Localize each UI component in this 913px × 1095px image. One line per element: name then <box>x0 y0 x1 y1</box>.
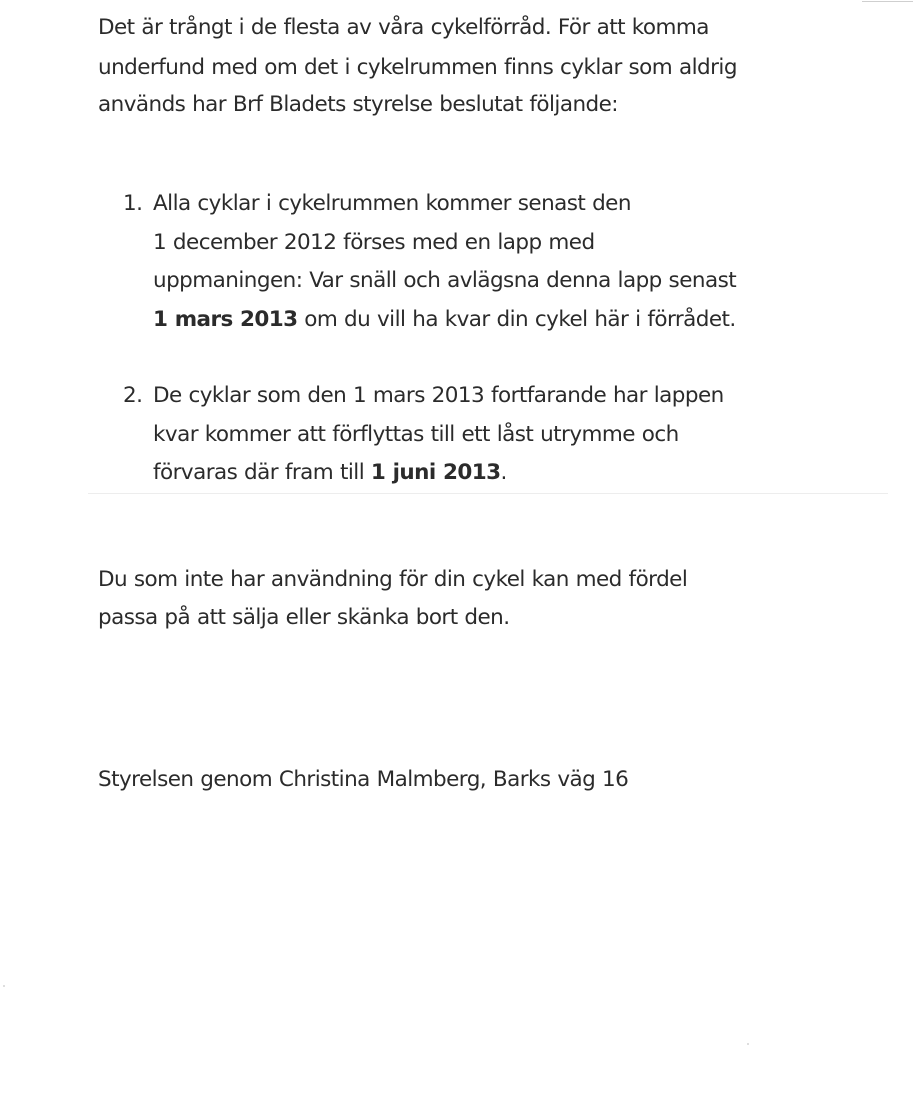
advice-line: passa på att sälja eller skänka bort den. <box>98 605 510 630</box>
intro-line: används har Brf Bladets styrelse beslutat följande: <box>98 92 618 117</box>
list-item-line <box>153 459 507 487</box>
list-item-line: De cyklar som den 1 mars 2013 fortfarande har lappen <box>153 383 724 408</box>
list-item-line: 1 december 2012 förses med en lapp med <box>153 230 595 255</box>
list-item-text: förvaras där fram till <box>153 460 371 485</box>
storage-end-date: 1 juni 2013 <box>370 460 501 485</box>
scan-edge-mark <box>862 1 913 2</box>
scan-speck <box>3 985 5 987</box>
intro-line: Det är trångt i de flesta av våra cykelförråd. För att komma <box>98 15 709 40</box>
list-item-number: 1. <box>123 191 143 216</box>
signature: Styrelsen genom Christina Malmberg, Barks väg 16 <box>98 767 629 792</box>
intro-line: underfund med om det i cykelrummen finns cyklar som aldrig <box>98 55 737 80</box>
list-item-line: kvar kommer att förflyttas till ett låst utrymme och <box>153 422 679 447</box>
list-item-line <box>153 306 736 334</box>
list-item-number: 2. <box>123 383 143 408</box>
deadline-date: 1 mars 2013 <box>153 307 298 332</box>
list-item-text: . <box>500 460 507 485</box>
scan-speck <box>747 1043 749 1045</box>
advice-line: Du som inte har användning för din cykel kan med fördel <box>98 567 688 592</box>
scan-fold-line <box>88 493 888 494</box>
list-item-line: uppmaningen: Var snäll och avlägsna denna lapp senast <box>153 268 737 293</box>
list-item-line: Alla cyklar i cykelrummen kommer senast den <box>153 191 631 216</box>
list-item-text: om du vill ha kvar din cykel här i förrådet. <box>297 307 736 332</box>
